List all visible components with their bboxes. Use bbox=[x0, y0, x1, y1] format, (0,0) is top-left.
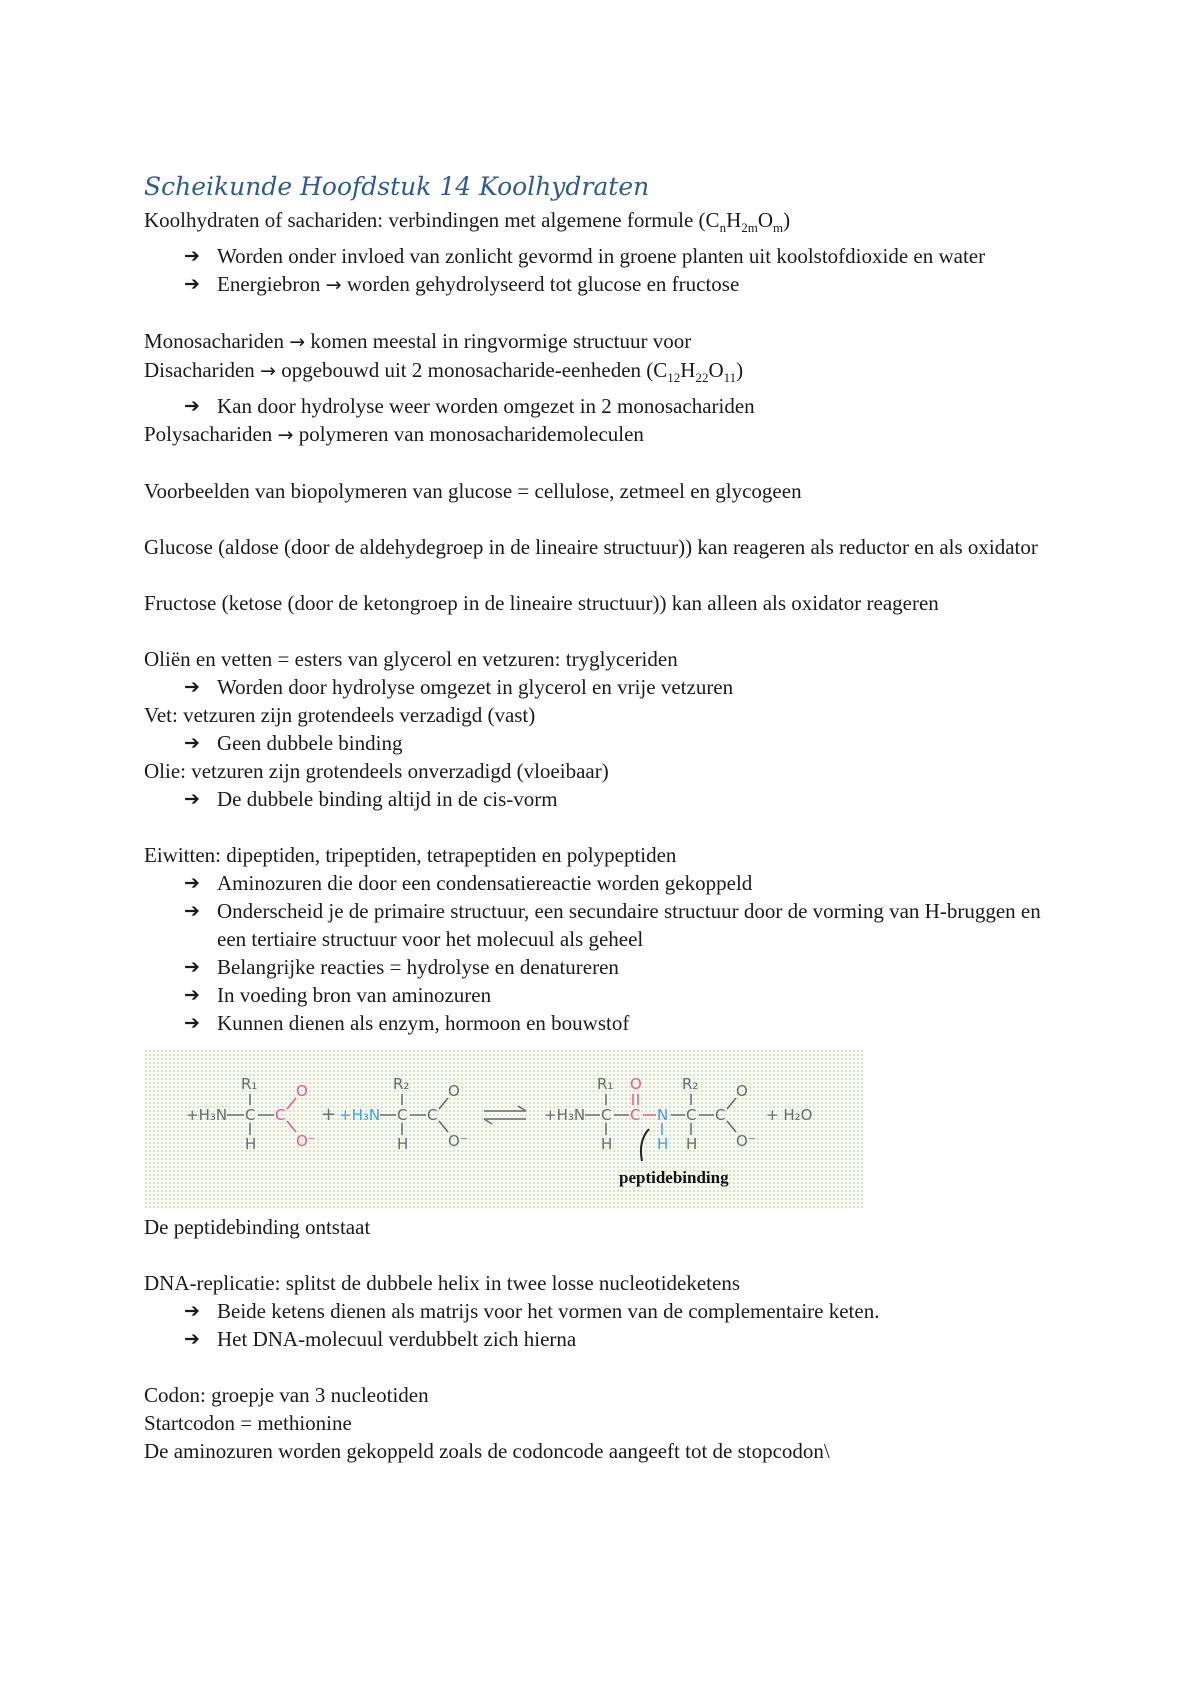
biopolymeren-line: Voorbeelden van biopolymeren van glucose = cellulose, zetmeel en glycogeen bbox=[144, 479, 802, 504]
bond-line bbox=[439, 1098, 448, 1109]
dipeptide-h2: H bbox=[686, 1135, 698, 1154]
list-item: ➔ In voeding bron van aminozuren bbox=[184, 983, 492, 1008]
disachariden-line: Disachariden → opgebouwd uit 2 monosacharide-eenheden $(C_{12}H_{22}O_{11})$ bbox=[144, 358, 744, 386]
arrow-bullet-icon: ➔ bbox=[184, 1012, 200, 1035]
arrow-bullet-icon: ➔ bbox=[184, 984, 200, 1007]
dipeptide-n: N bbox=[657, 1106, 669, 1125]
codon-line: Codon: groepje van 3 nucleotiden bbox=[144, 1383, 429, 1408]
eiwitten-line: Eiwitten: dipeptiden, tripeptiden, tetrapeptiden en polypeptiden bbox=[144, 843, 677, 868]
arrow-bullet-icon: ➔ bbox=[184, 1328, 200, 1351]
dipeptide-r2: R₂ bbox=[682, 1075, 699, 1094]
water-product: + H₂O bbox=[766, 1106, 813, 1125]
inline-arrow-icon: → bbox=[260, 360, 276, 383]
list-item: ➔ Geen dubbele binding bbox=[184, 731, 403, 756]
arrow-bullet-icon: ➔ bbox=[184, 395, 200, 418]
fructose-paragraph: Fructose (ketose (door de ketongroep in de lineaire structuur)) kan alleen als oxidator reageren bbox=[144, 591, 939, 616]
list-item: ➔ Onderscheid je de primaire structuur, een secundaire structuur door de vorming van H-bruggen en een tertiaire structuur voor het molecuul als geheel bbox=[184, 899, 1041, 952]
dipeptide-h-n: H bbox=[657, 1135, 669, 1154]
aa2-o: O bbox=[448, 1082, 460, 1101]
document-page bbox=[144, 170, 1064, 1465]
inline-arrow-icon: → bbox=[325, 274, 342, 297]
bond-line bbox=[287, 1121, 296, 1132]
dipeptide-h3n: +H₃N bbox=[544, 1106, 586, 1125]
aa2-r2: R₂ bbox=[393, 1075, 410, 1094]
bond-line bbox=[439, 1121, 448, 1132]
list-item: ➔ Worden onder invloed van zonlicht gevormd in groene planten uit koolstofdioxide en water bbox=[184, 244, 986, 269]
aa1-o-minus: O⁻ bbox=[296, 1132, 316, 1151]
arrow-bullet-icon: ➔ bbox=[184, 1300, 200, 1323]
arrow-bullet-icon: ➔ bbox=[184, 732, 200, 755]
aa2-o-minus: O⁻ bbox=[448, 1132, 468, 1151]
dipeptide-o2: O bbox=[736, 1082, 748, 1101]
arrow-bullet-icon: ➔ bbox=[184, 245, 200, 268]
monosachariden-line: Monosachariden → komen meestal in ringvormige structuur voor bbox=[144, 329, 692, 354]
olie-line: Olie: vetzuren zijn grotendeels onverzadigd (vloeibaar) bbox=[144, 759, 609, 784]
plus-sign: + bbox=[321, 1104, 337, 1126]
bond-line bbox=[727, 1098, 736, 1109]
aa1-o: O bbox=[296, 1082, 308, 1101]
list-item: ➔ Beide ketens dienen als matrijs voor het vormen van de complementaire keten. bbox=[184, 1299, 880, 1324]
vet-line: Vet: vetzuren zijn grotendeels verzadigd (vast) bbox=[144, 703, 536, 728]
peptidebinding-label: peptidebinding bbox=[619, 1168, 729, 1188]
arrow-bullet-icon: ➔ bbox=[184, 900, 200, 923]
list-item: ➔ Aminozuren die door een condensatiereactie worden gekoppeld bbox=[184, 871, 753, 896]
aa1-r1: R₁ bbox=[241, 1075, 258, 1094]
arrow-bullet-icon: ➔ bbox=[184, 676, 200, 699]
glucose-paragraph: Glucose (aldose (door de aldehydegroep in de lineaire structuur)) kan reageren als reductor en als oxidator bbox=[144, 535, 1038, 560]
polysachariden-line: Polysachariden → polymeren van monosacharidemoleculen bbox=[144, 422, 644, 447]
aa1-h: H bbox=[245, 1135, 257, 1154]
peptide-bond-figure bbox=[144, 1049, 864, 1209]
dipeptide-r1: R₁ bbox=[597, 1075, 614, 1094]
aa1-h3n: +H₃N bbox=[186, 1106, 228, 1125]
list-item: ➔ Worden door hydrolyse omgezet in glycerol en vrije vetzuren bbox=[184, 675, 734, 700]
dipeptide-c2: C bbox=[686, 1106, 697, 1125]
figure-caption: De peptidebinding ontstaat bbox=[144, 1215, 371, 1240]
list-item: ➔ Belangrijke reacties = hydrolyse en denatureren bbox=[184, 955, 619, 980]
dipeptide-o: O bbox=[630, 1075, 642, 1094]
olien-vetten-line: Oliën en vetten = esters van glycerol en vetzuren: tryglyceriden bbox=[144, 647, 678, 672]
dipeptide-o-minus: O⁻ bbox=[736, 1132, 756, 1151]
list-item: ➔ Kunnen dienen als enzym, hormoon en bouwstof bbox=[184, 1011, 630, 1036]
dipeptide-c-carbonyl: C bbox=[630, 1106, 641, 1125]
arrow-bullet-icon: ➔ bbox=[184, 872, 200, 895]
aa2-h3n: +H₃N bbox=[339, 1106, 381, 1125]
bond-line bbox=[287, 1098, 296, 1109]
list-item: ➔ Kan door hydrolyse weer worden omgezet in 2 monosachariden bbox=[184, 394, 755, 419]
arrow-bullet-icon: ➔ bbox=[184, 956, 200, 979]
dipeptide-h1: H bbox=[601, 1135, 613, 1154]
aa2-c-alpha: C bbox=[397, 1106, 408, 1125]
startcodon-line: Startcodon = methionine bbox=[144, 1411, 352, 1436]
aa1-c-carboxyl: C bbox=[275, 1106, 286, 1125]
inline-arrow-icon: → bbox=[277, 424, 294, 447]
dipeptide-c1: C bbox=[601, 1106, 612, 1125]
aa2-h: H bbox=[397, 1135, 409, 1154]
list-item: ➔ De dubbele binding altijd in de cis-vorm bbox=[184, 787, 558, 812]
aa1-c-alpha: C bbox=[245, 1106, 256, 1125]
curved-arrow-icon bbox=[641, 1129, 649, 1161]
list-item: ➔ Energiebron → worden gehydrolyseerd tot glucose en fructose bbox=[184, 272, 740, 297]
aa2-c-carboxyl: C bbox=[427, 1106, 438, 1125]
page-title: Scheikunde Hoofdstuk 14 Koolhydraten bbox=[144, 172, 650, 201]
arrow-bullet-icon: ➔ bbox=[184, 273, 200, 296]
inline-arrow-icon: → bbox=[289, 331, 306, 354]
dipeptide-c-carboxyl: C bbox=[715, 1106, 726, 1125]
bond-line bbox=[727, 1121, 736, 1132]
koolhydraten-definition: Koolhydraten of sachariden: verbindingen met algemene formule $(C_nH_{2m}O_m)$ bbox=[144, 208, 791, 236]
arrow-bullet-icon: ➔ bbox=[184, 788, 200, 811]
list-item: ➔ Het DNA-molecuul verdubbelt zich hierna bbox=[184, 1327, 577, 1352]
dna-replicatie-line: DNA-replicatie: splitst de dubbele helix in twee losse nucleotideketens bbox=[144, 1271, 740, 1296]
aminozuren-koppeling-line: De aminozuren worden gekoppeld zoals de codoncode aangeeft tot de stopcodon\ bbox=[144, 1439, 830, 1464]
